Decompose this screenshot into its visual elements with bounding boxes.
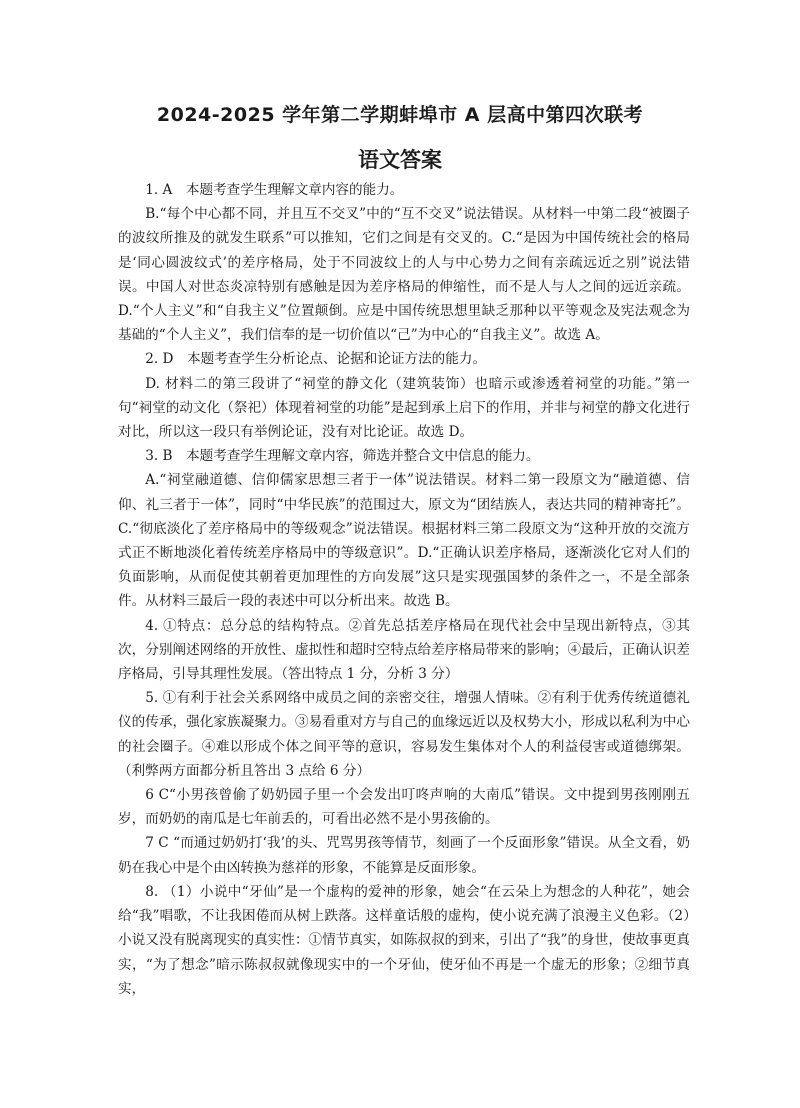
paragraph-q1-explanation: B.“每个中心都不同，并且互不交叉”中的“互不交叉”说法错误。从材料一中第二段“被圈子的波纹所推及的就发生联系”可以推知，它们之间是有交叉的。C.“是因为中国传统社会的格局是‘同心圆波纹式’的差序格局，处于不同波纹上的人与中心势力之间有亲疏远近之别”说法错误。中国人对世态炎凉特别有感触是因为差序格局的伸缩性，而不是人与人之间的远近亲疏。D.“个人主义”和“自我主义”位置颠倒。应是中国传统思想里缺乏那种以平等观念及宪法观念为基础的“个人主义”，我们信奉的是一切价值以“己”为中心的“自我主义”。故选 A。 bbox=[118, 206, 690, 344]
paragraph-q1-answer: 1. A 本题考查学生理解文章内容的能力。 bbox=[145, 182, 404, 198]
document-title: 2024-2025 学年第二学期蚌埠市 A 层高中第四次联考 bbox=[156, 104, 644, 126]
paragraph-q2-explanation: D. 材料二的第三段讲了“祠堂的静文化（建筑装饰）也暗示或渗透着祠堂的功能。”第一句“祠堂的动文化（祭祀）体现着祠堂的功能”是起到承上启下的作用，并非与祠堂的静文化进行对比，所以这一段只有举例论证，没有对比论证。故选 D。 bbox=[118, 375, 690, 441]
document-subtitle: 语文答案 bbox=[358, 148, 442, 172]
paragraph-q8: 8. （1）小说中“牙仙”是一个虚构的爱神的形象，她会“在云朵上为想念的人种花”，她会给“我”唱歌，不让我困倦而从树上跌落。这样童话般的虚构，使小说充满了浪漫主义色彩。（2）小说又没有脱离现实的真实性：①情节真实，如陈叔叔的到来，引出了“我”的身世，使故事更真实，“为了想念”暗示陈叔叔就像现实中的一个牙仙，使牙仙不再是一个虚无的形象；②细节真实， bbox=[118, 883, 690, 997]
paragraph-q5: 5. ①有利于社会关系网络中成员之间的亲密交往，增强人情味。②有利于优秀传统道德礼仪的传承，强化家族凝聚力。③易看重对方与自己的血缘远近以及权势大小，形成以私利为中心的社会圈子。④难以形成个体之间平等的意识，容易发生集体对个人的利益侵害或道德绑架。（利弊两方面都分析且答出 3 点给 6 分） bbox=[118, 690, 690, 779]
paragraph-q7: 7 C “而通过奶奶打‘我’的头、咒骂男孩等情节，刻画了一个反面形象”错误。从全文看，奶奶在我心中是个由凶转换为慈祥的形象，不能算是反面形象。 bbox=[118, 835, 690, 876]
paragraph-q6: 6 C“小男孩曾偷了奶奶园子里一个会发出叮咚声响的大南瓜”错误。文中提到男孩刚刚五岁，而奶奶的南瓜是七年前丢的，可看出必然不是小男孩偷的。 bbox=[118, 787, 690, 828]
paragraph-q3-explanation: A.“祠堂融道德、信仰儒家思想三者于一体”说法错误。材料二第一段原文为“融道德、信仰、礼三者于一体”，同时“中华民族”的范围过大，原文为“团结族人，表达共同的精神寄托”。C.“彻底淡化了差序格局中的等级观念”说法错误。根据材料三第二段原文为“这种开放的交流方式正不断地淡化着传统差序格局中的等级意识”。D.“正确认识差序格局，逐渐淡化它对人们的负面影响，从而促使其朝着更加理性的方向发展”这只是实现强国梦的条件之一，不是全部条件。从材料三最后一段的表述中可以分析出来。故选 B。 bbox=[118, 472, 690, 610]
paragraph-q4: 4. ①特点：总分总的结构特点。②首先总括差序格局在现代社会中呈现出新特点，③其次，分别阐述网络的开放性、虚拟性和超时空特点给差序格局带来的影响；④最后，正确认识差序格局，引导其理性发展。（答出特点 1 分，分析 3 分） bbox=[118, 617, 690, 683]
paragraph-q2-answer: 2. D 本题考查学生分析论点、论据和论证方法的能力。 bbox=[145, 351, 487, 368]
paragraph-q3-answer: 3. B 本题考查学生理解文章内容，筛选并整合文中信息的能力。 bbox=[145, 448, 540, 465]
answer-body bbox=[118, 178, 690, 1001]
